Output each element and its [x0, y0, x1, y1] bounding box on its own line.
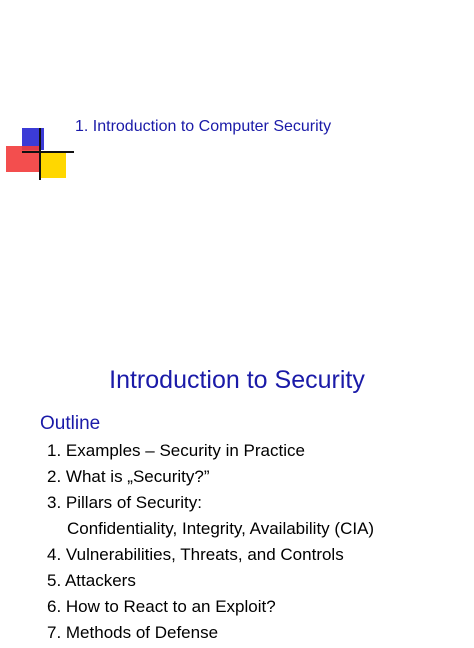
outline-subitem: Confidentiality, Integrity, Availability (CIA) — [67, 519, 375, 538]
outline-item: 2. What is „Security?” — [47, 467, 210, 486]
slide-heading: Introduction to Security — [109, 366, 365, 394]
outline-heading: Outline — [40, 413, 101, 434]
outline-item: 5. Attackers — [47, 571, 136, 590]
outline-item: 7. Methods of Defense — [47, 623, 219, 642]
slide-title: 1. Introduction to Computer Security — [75, 118, 332, 135]
outline-list — [47, 440, 374, 648]
slide-title-page — [0, 0, 474, 316]
outline-item: 4. Vulnerabilities, Threats, and Controls — [47, 545, 344, 564]
outline-item: 3. Pillars of Security: — [47, 493, 202, 512]
red-square — [6, 146, 40, 172]
outline-item: 1. Examples – Security in Practice — [47, 441, 305, 460]
horizontal-line — [22, 151, 74, 153]
yellow-square — [40, 152, 66, 178]
outline-item: 6. How to React to an Exploit? — [47, 597, 276, 616]
decorative-squares-graphic — [0, 0, 80, 200]
vertical-line — [39, 128, 41, 180]
slide-outline-page — [0, 316, 474, 642]
